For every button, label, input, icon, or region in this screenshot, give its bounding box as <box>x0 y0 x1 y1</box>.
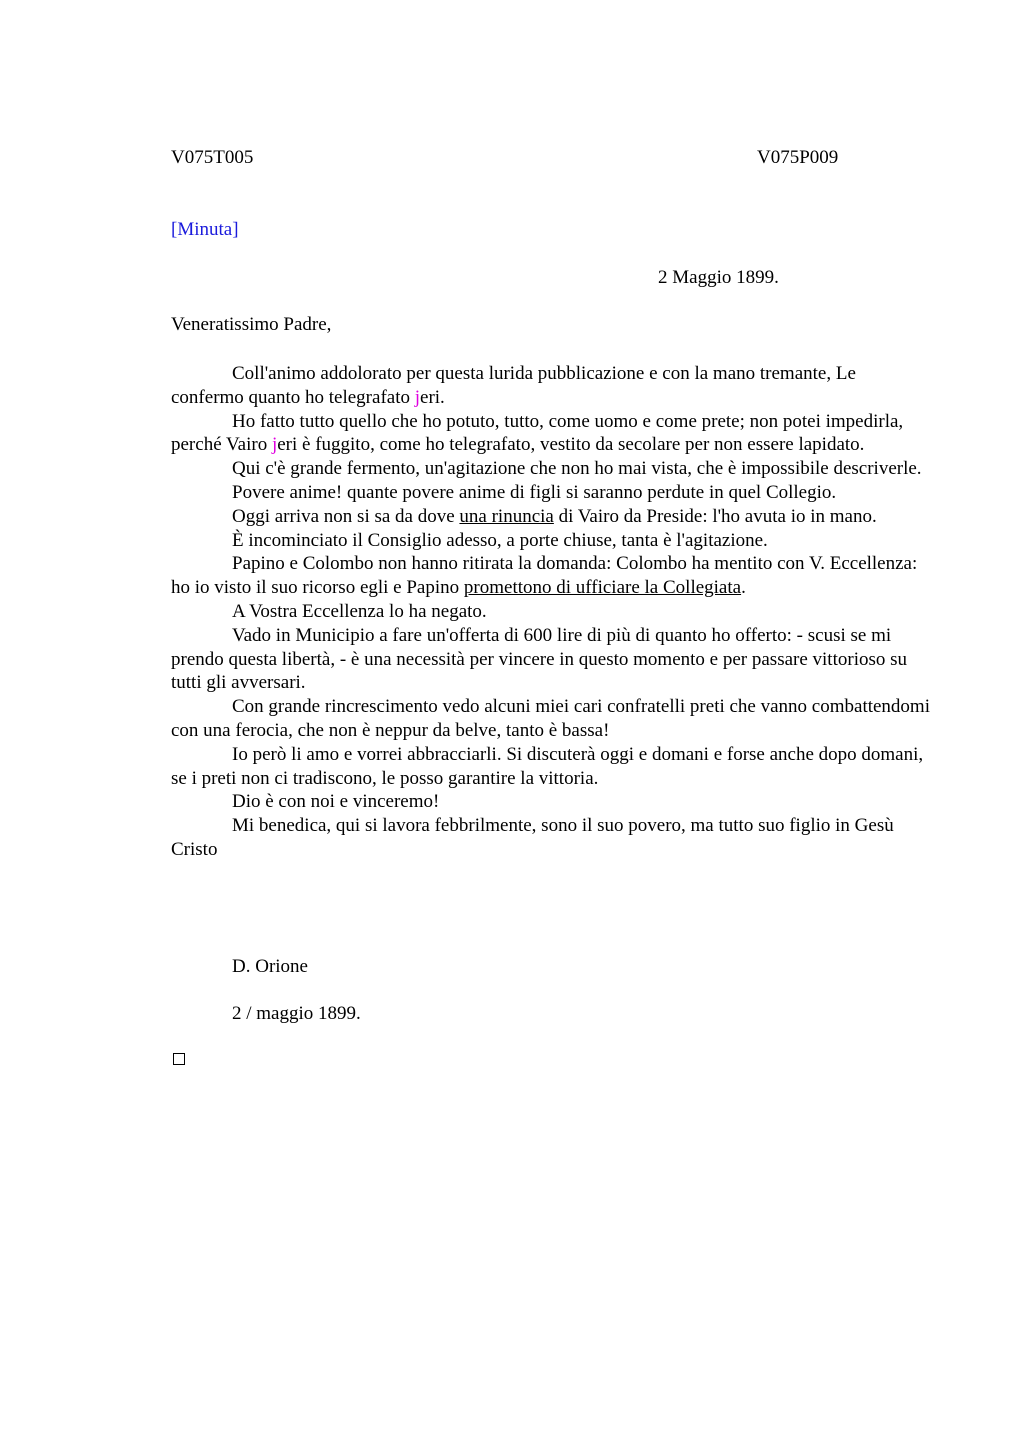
editorial-j-mark: j <box>271 434 278 456</box>
editorial-j-mark: j <box>414 386 421 408</box>
paragraph-6: È incominciato il Consiglio adesso, a porte chiuse, tanta è l'agitazione. <box>232 529 768 551</box>
underlined-phrase: promettono di ufficiare la Collegiata <box>463 577 742 599</box>
paragraph-7: Papino e Colombo non hanno ritirata la domanda: Colombo ha mentito con V. Eccellenza: ho io visto il suo ricorso egli e Papino promettono di ufficiare la Collegiata. <box>171 553 918 599</box>
paragraph-12: Dio è con noi e vinceremo! <box>232 791 440 813</box>
salutation: Veneratissimo Padre, <box>171 314 332 335</box>
minuta-note: [Minuta] <box>171 219 239 240</box>
paragraph-8: A Vostra Eccellenza lo ha negato. <box>232 600 487 622</box>
underlined-phrase: una rinuncia <box>459 505 554 527</box>
paragraph-5: Oggi arriva non si sa da dove una rinuncia di Vairo da Preside: l'ho avuta io in mano. <box>232 505 877 527</box>
paragraph-9: Vado in Municipio a fare un'offerta di 600 lire di più di quanto ho offerto: - scusi se mi prendo questa libertà, - è una necessità per vincere in questo momento e per passare vittorioso su tutti gli avversari. <box>171 624 908 694</box>
letter-date: 2 Maggio 1899. <box>658 267 779 288</box>
paragraph-4: Povere anime! quante povere anime di figli si saranno perdute in quel Collegio. <box>232 481 837 503</box>
header-right-code: V075P009 <box>757 147 839 168</box>
header-left-code: V075T005 <box>171 147 254 168</box>
paragraph-1: Coll'animo addolorato per questa lurida pubblicazione e con la mano tremante, Le confermo quanto ho telegrafato jeri. <box>171 363 856 408</box>
end-marker-box-icon <box>173 1053 185 1065</box>
paragraph-2: Ho fatto tutto quello che ho potuto, tutto, come uomo e come prete; non potei impedirla, perché Vairo jeri è fuggito, come ho telegrafato, vestito da secolare per non essere lapidato. <box>171 410 904 456</box>
paragraph-11: Io però li amo e vorrei abbracciarli. Si discuterà oggi e domani e forse anche dopo domani, se i preti non ci tradiscono, le posso garantire la vittoria. <box>171 743 924 789</box>
paragraph-3: Qui c'è grande fermento, un'agitazione che non ho mai vista, che è impossibile descriverle. <box>232 458 922 480</box>
paragraph-13: Mi benedica, qui si lavora febbrilmente, sono il suo povero, ma tutto suo figlio in Gesù Cristo <box>171 815 894 860</box>
letter-body <box>171 362 931 862</box>
closing-date: 2 / maggio 1899. <box>232 1003 361 1024</box>
paragraph-10: Con grande rincrescimento vedo alcuni miei cari confratelli preti che vanno combattendomi con una ferocia, che non è neppur da belve, tanto è bassa! <box>171 696 930 741</box>
signature: D. Orione <box>232 956 308 977</box>
